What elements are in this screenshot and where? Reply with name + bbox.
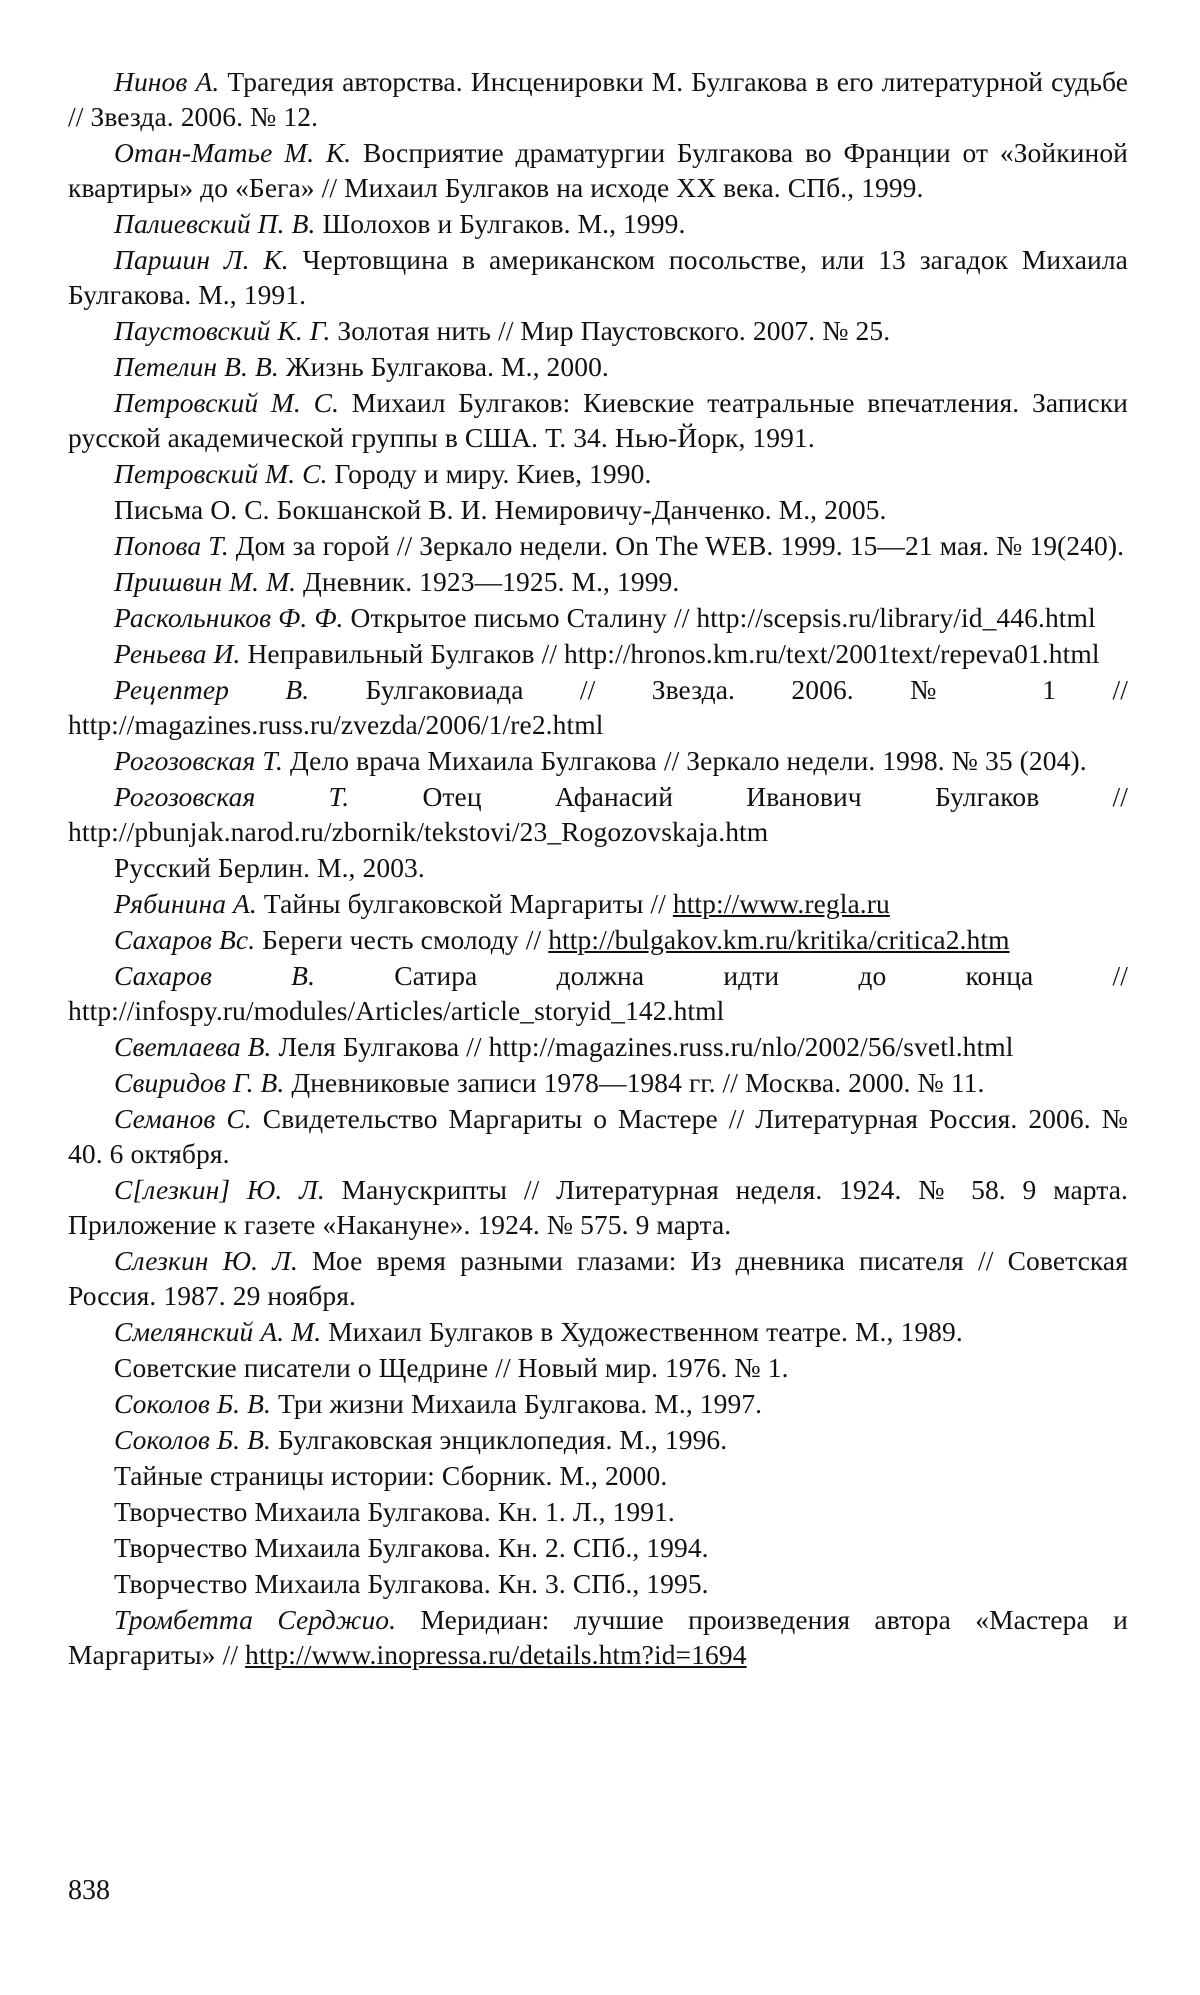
bibliography-entry — [68, 528, 1128, 563]
entry-text: Открытое письмо Сталину // http://scepsis.ru/library/id_446.html — [343, 602, 1096, 633]
entry-text: Леля Булгакова // http://magazines.russ.ru/nlo/2002/56/svetl.html — [271, 1031, 1014, 1062]
entry-author: Смелянский А. М. — [114, 1316, 322, 1347]
entry-link[interactable]: http://www.inopressa.ru/details.htm?id=1694 — [245, 1639, 747, 1670]
entry-link[interactable]: http://bulgakov.km.ru/kritika/critica2.htm — [548, 924, 1010, 955]
entry-author: Соколов Б. В. — [114, 1424, 271, 1455]
bibliography-entry — [68, 1350, 1128, 1385]
entry-text: Советские писатели о Щедрине // Новый мир. 1976. № 1. — [114, 1352, 789, 1383]
bibliography-entry — [68, 64, 1128, 134]
entry-text: Береги честь смолоду // — [255, 924, 549, 955]
bibliography-entry — [68, 492, 1128, 527]
entry-author: Слезкин Ю. Л. — [114, 1245, 298, 1276]
entry-author: Отан-Матье М. К. — [114, 137, 352, 168]
bibliography-entry — [68, 1065, 1128, 1100]
bibliography-entry — [68, 886, 1128, 921]
bibliography-entry — [68, 206, 1128, 241]
entry-text: Мое время разными глазами: Из дневника писателя // Советская Россия. 1987. 29 ноября. — [68, 1245, 1128, 1311]
entry-text: Чертовщина в американском посольстве, или 13 загадок Михаила Булгакова. М., 1991. — [68, 244, 1128, 310]
entry-text: Михаил Булгаков: Киевские театральные впечатления. Записки русской академической группы в США. Т. 34. Нью-Йорк, 1991. — [68, 387, 1128, 453]
bibliography-entry — [68, 672, 1128, 742]
entry-author: Рогозовская Т. — [114, 745, 283, 776]
entry-text: Восприятие драматургии Булгакова во Франции от «Зойкиной квартиры» до «Бега» // Михаил Булгаков на исходе XX века. СПб., 1999. — [68, 137, 1128, 203]
entry-author: Тромбетта Серджио. — [114, 1604, 397, 1635]
entry-author: Петровский М. С. — [114, 458, 328, 489]
entry-text: Трагедия авторства. Инсценировки М. Булгакова в его литературной судьбе // Звезда. 2006. № 12. — [68, 66, 1128, 132]
entry-text: Булгаковиада // Звезда. 2006. № 1 // http://magazines.russ.ru/zvezda/2006/1/re2.html — [68, 674, 1128, 740]
entry-text: Золотая нить // Мир Паустовского. 2007. № 25. — [330, 315, 891, 346]
bibliography-entry — [68, 1494, 1128, 1529]
entry-text: Тайные страницы истории: Сборник. М., 2000. — [114, 1460, 668, 1491]
bibliography-entry — [68, 1314, 1128, 1349]
entry-author: Паршин Л. К. — [114, 244, 289, 275]
entry-text: Неправильный Булгаков // http://hronos.km.ru/text/2001text/repeva01.html — [240, 638, 1100, 669]
bibliography-entry — [68, 1530, 1128, 1565]
entry-text: Русский Берлин. М., 2003. — [114, 852, 425, 883]
entry-author: Нинов А. — [114, 66, 220, 97]
bibliography-entry — [68, 456, 1128, 491]
entry-text: Творчество Михаила Булгакова. Кн. 1. Л., 1991. — [114, 1496, 675, 1527]
bibliography-entry — [68, 135, 1128, 205]
entry-author: Раскольников Ф. Ф. — [114, 602, 344, 633]
bibliography-entry — [68, 1029, 1128, 1064]
entry-author: Сахаров В. — [114, 960, 316, 991]
bibliography-entry — [68, 349, 1128, 384]
bibliography-entry — [68, 1172, 1128, 1242]
bibliography-entry — [68, 922, 1128, 957]
entry-text: Шолохов и Булгаков. М., 1999. — [315, 208, 686, 239]
entry-text: Дневник. 1923—1925. М., 1999. — [296, 566, 680, 597]
bibliography-entry — [68, 850, 1128, 885]
entry-link[interactable]: http://www.regla.ru — [672, 888, 890, 919]
entry-author: Соколов Б. В. — [114, 1388, 271, 1419]
entry-text: Отец Афанасий Иванович Булгаков // http://pbunjak.narod.ru/zbornik/tekstovi/23_Rogozovskaja.htm — [68, 781, 1128, 847]
bibliography-entry — [68, 1602, 1128, 1672]
entry-author: Попова Т. — [114, 530, 229, 561]
bibliography-entry — [68, 385, 1128, 455]
entry-text: Тайны булгаковской Маргариты // — [256, 888, 673, 919]
entry-text: Меридиан: лучшие произведения автора «Мастера и Маргариты» // — [68, 1604, 1128, 1670]
bibliography-entry — [68, 1422, 1128, 1457]
entry-author: Петровский М. С. — [114, 387, 340, 418]
entry-author: Семанов С. — [114, 1103, 252, 1134]
entry-author: Пришвин М. М. — [114, 566, 297, 597]
bibliography-entry — [68, 564, 1128, 599]
bibliography-entry — [68, 1566, 1128, 1601]
entry-text: Свидетельство Маргариты о Мастере // Литературная Россия. 2006. № 40. 6 октября. — [68, 1103, 1128, 1169]
entry-author: С[лезкин] Ю. Л. — [114, 1174, 325, 1205]
entry-text: Городу и миру. Киев, 1990. — [327, 458, 652, 489]
bibliography-entry — [68, 779, 1128, 849]
entry-author: Рогозовская Т. — [114, 781, 350, 812]
entry-author: Реньева И. — [114, 638, 241, 669]
bibliography-entry — [68, 636, 1128, 671]
bibliography-entry — [68, 242, 1128, 312]
bibliography-entry — [68, 313, 1128, 348]
entry-text: Михаил Булгаков в Художественном театре. М., 1989. — [321, 1316, 963, 1347]
entry-text: Творчество Михаила Булгакова. Кн. 2. СПб., 1994. — [114, 1532, 709, 1563]
bibliography-entry — [68, 1101, 1128, 1171]
entry-text: Три жизни Михаила Булгакова. М., 1997. — [271, 1388, 763, 1419]
entry-text: Дом за горой // Зеркало недели. On The WEB. 1999. 15—21 мая. № 19(240). — [228, 530, 1125, 561]
bibliography-entry — [68, 1243, 1128, 1313]
entry-text: Булгаковская энциклопедия. М., 1996. — [271, 1424, 728, 1455]
bibliography-entry — [68, 958, 1128, 1028]
entry-author: Свиридов Г. В. — [114, 1067, 285, 1098]
entry-author: Светлаева В. — [114, 1031, 272, 1062]
bibliography-entry — [68, 743, 1128, 778]
entry-text: Манускрипты // Литературная неделя. 1924. № 58. 9 марта. Приложение к газете «Накануне». 1924. № 575. 9 марта. — [68, 1174, 1128, 1240]
bibliography-entry — [68, 600, 1128, 635]
entry-text: Жизнь Булгакова. М., 2000. — [278, 351, 609, 382]
entry-text: Творчество Михаила Булгакова. Кн. 3. СПб., 1995. — [114, 1568, 709, 1599]
bibliography-entry — [68, 1458, 1128, 1493]
entry-author: Палиевский П. В. — [114, 208, 316, 239]
entry-text: Письма О. С. Бокшанской В. И. Немировичу-Данченко. М., 2005. — [114, 494, 887, 525]
bibliography-page — [68, 64, 1128, 1673]
entry-author: Петелин В. В. — [114, 351, 279, 382]
entry-text: Дело врача Михаила Булгакова // Зеркало недели. 1998. № 35 (204). — [283, 745, 1087, 776]
entry-author: Рябинина А. — [114, 888, 257, 919]
entry-text: Дневниковые записи 1978—1984 гг. // Москва. 2000. № 11. — [284, 1067, 985, 1098]
bibliography-list — [68, 64, 1128, 1672]
entry-author: Рецептер В. — [114, 674, 310, 705]
bibliography-entry — [68, 1386, 1128, 1421]
entry-author: Сахаров Вс. — [114, 924, 256, 955]
entry-text: Сатира должна идти до конца // http://infospy.ru/modules/Articles/article_storyid_142.html — [68, 960, 1128, 1026]
entry-author: Паустовский К. Г. — [114, 315, 331, 346]
page-number: 838 — [68, 1875, 110, 1906]
